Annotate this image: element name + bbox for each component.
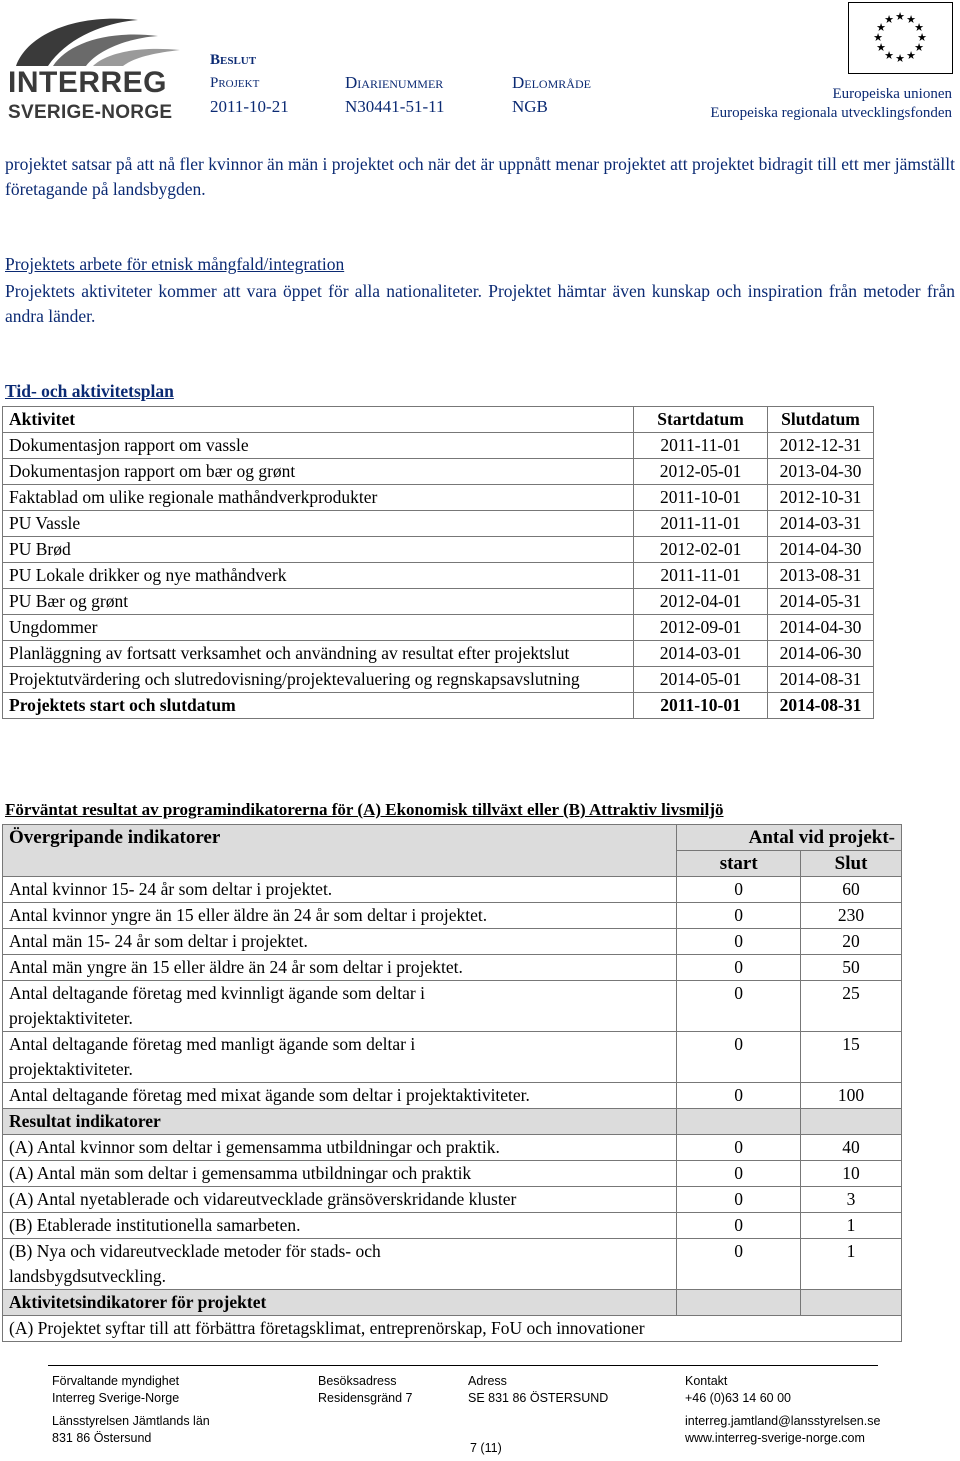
table-row (3, 563, 874, 589)
intro-paragraph: projektet satsar på att nå fler kvinnor än män i projektet och när det är uppnått menar projektet att projektet bidragit till ett mer jämställt företagande på landsbygden. (5, 154, 955, 199)
indicator-start: 0 (677, 1239, 801, 1290)
indicator-start: 0 (677, 981, 801, 1032)
indicator-start: 0 (677, 877, 801, 903)
table-row (3, 433, 874, 459)
total-start-cell: 2011-10-01 (634, 693, 768, 719)
page-number: 7 (11) (470, 1441, 502, 1455)
table-row (3, 877, 902, 903)
indicator-start: 0 (677, 1213, 801, 1239)
delomrade-label: Delområde (512, 73, 591, 92)
indicator-end: 1 (801, 1239, 902, 1290)
footer-label: Förvaltande myndighet (52, 1374, 180, 1388)
empty-cell (677, 1109, 801, 1135)
eu-flag (848, 2, 953, 74)
end-date-cell: 2014-04-30 (768, 615, 874, 641)
footer-value: Interreg Sverige-Norge (52, 1391, 180, 1405)
indicator-start: 0 (677, 1032, 801, 1083)
footer-website: www.interreg-sverige-norge.com (685, 1431, 865, 1445)
indicator-start: 0 (677, 1187, 801, 1213)
table-row (3, 1032, 902, 1083)
indicator-end: 3 (801, 1187, 902, 1213)
indicator-label: Antal kvinnor yngre än 15 eller äldre än 24 år som deltar i projektet. (3, 903, 677, 929)
indicator-start: 0 (677, 1083, 801, 1109)
table-row (3, 1316, 902, 1342)
column-header: Startdatum (634, 407, 768, 433)
table-row (3, 955, 902, 981)
activity-cell: Projektutvärdering och slutredovisning/projektevaluering og regnskapsavslutning (3, 667, 634, 693)
indicator-label: Antal deltagande företag med kvinnligt ägande som deltar i projektaktiviteter. (3, 981, 677, 1032)
end-date-cell: 2014-05-31 (768, 589, 874, 615)
indicators-title: Förväntat resultat av programindikatorerna för (A) Ekonomisk tillväxt eller (B) Attraktiv livsmiljö (5, 800, 724, 819)
svg-text:★: ★ (895, 10, 905, 23)
indicator-end: 25 (801, 981, 902, 1032)
footer-value: Länsstyrelsen Jämtlands län (52, 1414, 210, 1428)
footer-phone: +46 (0)63 14 60 00 (685, 1391, 791, 1405)
activity-indicators-header: Aktivitetsindikatorer för projektet (3, 1290, 677, 1316)
empty-cell (677, 1290, 801, 1316)
activity-cell: Faktablad om ulike regionale mathåndverkprodukter (3, 485, 634, 511)
end-date-cell: 2014-04-30 (768, 537, 874, 563)
end-date-cell: 2014-06-30 (768, 641, 874, 667)
activity-cell: Dokumentasjon rapport om vassle (3, 433, 634, 459)
indicator-label: Antal deltagande företag med manligt ägande som deltar i projektaktiviteter. (3, 1032, 677, 1083)
start-header: start (677, 851, 801, 877)
end-date-cell: 2014-03-31 (768, 511, 874, 537)
table-row (3, 929, 902, 955)
svg-text:★: ★ (895, 52, 905, 65)
beslut-label: Beslut (210, 52, 257, 68)
section-header-row (3, 1109, 902, 1135)
footer-label: Besöksadress (318, 1374, 397, 1388)
indicator-start: 0 (677, 955, 801, 981)
table-row (3, 589, 874, 615)
end-date-cell: 2014-08-31 (768, 667, 874, 693)
footer-email: interreg.jamtland@lansstyrelsen.se (685, 1414, 881, 1428)
logo-swirl-icon (8, 8, 188, 68)
empty-cell (801, 1109, 902, 1135)
footer-value: 831 86 Östersund (52, 1431, 152, 1445)
svg-text:★: ★ (873, 31, 883, 44)
diarienummer-value: N30441-51-11 (345, 97, 445, 116)
svg-text:★: ★ (876, 21, 886, 34)
table-row (3, 615, 874, 641)
total-label-cell: Projektets start och slutdatum (3, 693, 634, 719)
indicator-start: 0 (677, 1135, 801, 1161)
indicator-label: Antal kvinnor 15- 24 år som deltar i projektet. (3, 877, 677, 903)
table-total-row (3, 693, 874, 719)
indicator-end: 100 (801, 1083, 902, 1109)
start-date-cell: 2011-11-01 (634, 563, 768, 589)
interreg-logo (8, 8, 188, 123)
svg-text:★: ★ (917, 31, 927, 44)
end-date-cell: 2013-08-31 (768, 563, 874, 589)
activity-cell: PU Brød (3, 537, 634, 563)
table-row (3, 1135, 902, 1161)
svg-text:★: ★ (914, 21, 924, 34)
column-header: Slutdatum (768, 407, 874, 433)
table-row (3, 485, 874, 511)
start-date-cell: 2012-04-01 (634, 589, 768, 615)
activity-cell: PU Bær og grønt (3, 589, 634, 615)
start-date-cell: 2011-11-01 (634, 433, 768, 459)
indicator-end: 40 (801, 1135, 902, 1161)
indicator-start: 0 (677, 903, 801, 929)
empty-cell (801, 1290, 902, 1316)
indicator-label: (A) Antal kvinnor som deltar i gemensamma utbildningar och praktik. (3, 1135, 677, 1161)
start-date-cell: 2012-09-01 (634, 615, 768, 641)
activity-cell: PU Vassle (3, 511, 634, 537)
table-row (3, 511, 874, 537)
activity-indicator-row: (A) Projektet syftar till att förbättra företagsklimat, entreprenörskap, FoU och innovationer (3, 1316, 902, 1342)
indicator-start: 0 (677, 1161, 801, 1187)
indicator-label: Antal män yngre än 15 eller äldre än 24 år som deltar i projektet. (3, 955, 677, 981)
logo-text-sverige-norge: SVERIGE-NORGE (8, 102, 173, 123)
start-date-cell: 2011-11-01 (634, 511, 768, 537)
start-date-cell: 2011-10-01 (634, 485, 768, 511)
start-date-cell: 2014-05-01 (634, 667, 768, 693)
start-date-cell: 2012-02-01 (634, 537, 768, 563)
footer-col-authority (52, 1373, 210, 1447)
footer-value: Residensgränd 7 (318, 1391, 413, 1405)
table-header-row (3, 825, 902, 851)
diarienummer-label: Diarienummer (345, 73, 444, 92)
indicator-label: (A) Antal nyetablerade och vidareutvecklade gränsöverskridande kluster (3, 1187, 677, 1213)
projekt-date: 2011-10-21 (210, 97, 289, 116)
svg-text:★: ★ (906, 49, 916, 62)
end-date-cell: 2012-12-31 (768, 433, 874, 459)
indicator-end: 15 (801, 1032, 902, 1083)
table-row (3, 641, 874, 667)
table-header-row (3, 407, 874, 433)
indicator-end: 230 (801, 903, 902, 929)
activity-plan-table (2, 406, 874, 719)
table-row (3, 981, 902, 1032)
activity-cell: PU Lokale drikker og nye mathåndverk (3, 563, 634, 589)
integration-paragraph: Projektets aktiviteter kommer att vara öppet för alla nationaliteter. Projektet hämtar även kunskap och inspiration från metoder från andra länder. (5, 281, 955, 326)
table-row (3, 459, 874, 485)
result-indicators-header: Resultat indikatorer (3, 1109, 677, 1135)
eu-stars-icon (849, 3, 951, 72)
slut-header: Slut (801, 851, 902, 877)
table-row (3, 1161, 902, 1187)
svg-text:★: ★ (906, 13, 916, 26)
start-date-cell: 2014-03-01 (634, 641, 768, 667)
svg-text:★: ★ (884, 13, 894, 26)
svg-text:★: ★ (914, 41, 924, 54)
indicator-end: 20 (801, 929, 902, 955)
svg-text:★: ★ (876, 41, 886, 54)
indicators-table (2, 824, 902, 1342)
overall-indicators-header: Övergripande indikatorer (3, 825, 677, 877)
indicator-label: (B) Etablerade institutionella samarbeten. (3, 1213, 677, 1239)
table-row (3, 903, 902, 929)
activity-cell: Planläggning av fortsatt verksamhet och användning av resultat efter projektslut (3, 641, 634, 667)
eu-union-text: Europeiska unionen (832, 86, 952, 102)
table-row (3, 1083, 902, 1109)
table-row (3, 667, 874, 693)
table-row (3, 537, 874, 563)
table-row (3, 1187, 902, 1213)
activity-cell: Dokumentasjon rapport om bær og grønt (3, 459, 634, 485)
indicator-label: Antal deltagande företag med mixat ägande som deltar i projektaktiviteter. (3, 1083, 677, 1109)
footer-value: SE 831 86 ÖSTERSUND (468, 1391, 609, 1405)
indicator-end: 1 (801, 1213, 902, 1239)
end-date-cell: 2013-04-30 (768, 459, 874, 485)
indicator-end: 50 (801, 955, 902, 981)
footer-divider (48, 1365, 878, 1366)
table-row (3, 1213, 902, 1239)
table-row (3, 1239, 902, 1290)
count-header: Antal vid projekt- (677, 825, 902, 851)
end-date-cell: 2012-10-31 (768, 485, 874, 511)
footer-col-address (468, 1373, 608, 1407)
footer-col-visit (318, 1373, 413, 1407)
indicator-start: 0 (677, 929, 801, 955)
plan-heading: Tid- och aktivitetsplan (5, 381, 174, 401)
footer-label: Adress (468, 1374, 507, 1388)
start-date-cell: 2012-05-01 (634, 459, 768, 485)
indicator-label: (B) Nya och vidareutvecklade metoder för stads- och landsbygdsutveckling. (3, 1239, 677, 1290)
indicator-end: 10 (801, 1161, 902, 1187)
total-end-cell: 2014-08-31 (768, 693, 874, 719)
footer-label: Kontakt (685, 1374, 728, 1388)
column-header: Aktivitet (3, 407, 634, 433)
activity-cell: Ungdommer (3, 615, 634, 641)
section-header-row (3, 1290, 902, 1316)
projekt-label: Projekt (210, 75, 260, 91)
delomrade-value: NGB (512, 97, 548, 116)
indicator-label: Antal män 15- 24 år som deltar i projektet. (3, 929, 677, 955)
eu-fund-text: Europeiska regionala utvecklingsfonden (710, 105, 952, 121)
svg-text:★: ★ (884, 49, 894, 62)
indicator-label: (A) Antal män som deltar i gemensamma utbildningar och praktik (3, 1161, 677, 1187)
indicator-end: 60 (801, 877, 902, 903)
integration-heading: Projektets arbete för etnisk mångfald/integration (5, 254, 345, 274)
footer-col-contact (685, 1373, 880, 1447)
logo-text-interreg: INTERREG (8, 66, 168, 99)
